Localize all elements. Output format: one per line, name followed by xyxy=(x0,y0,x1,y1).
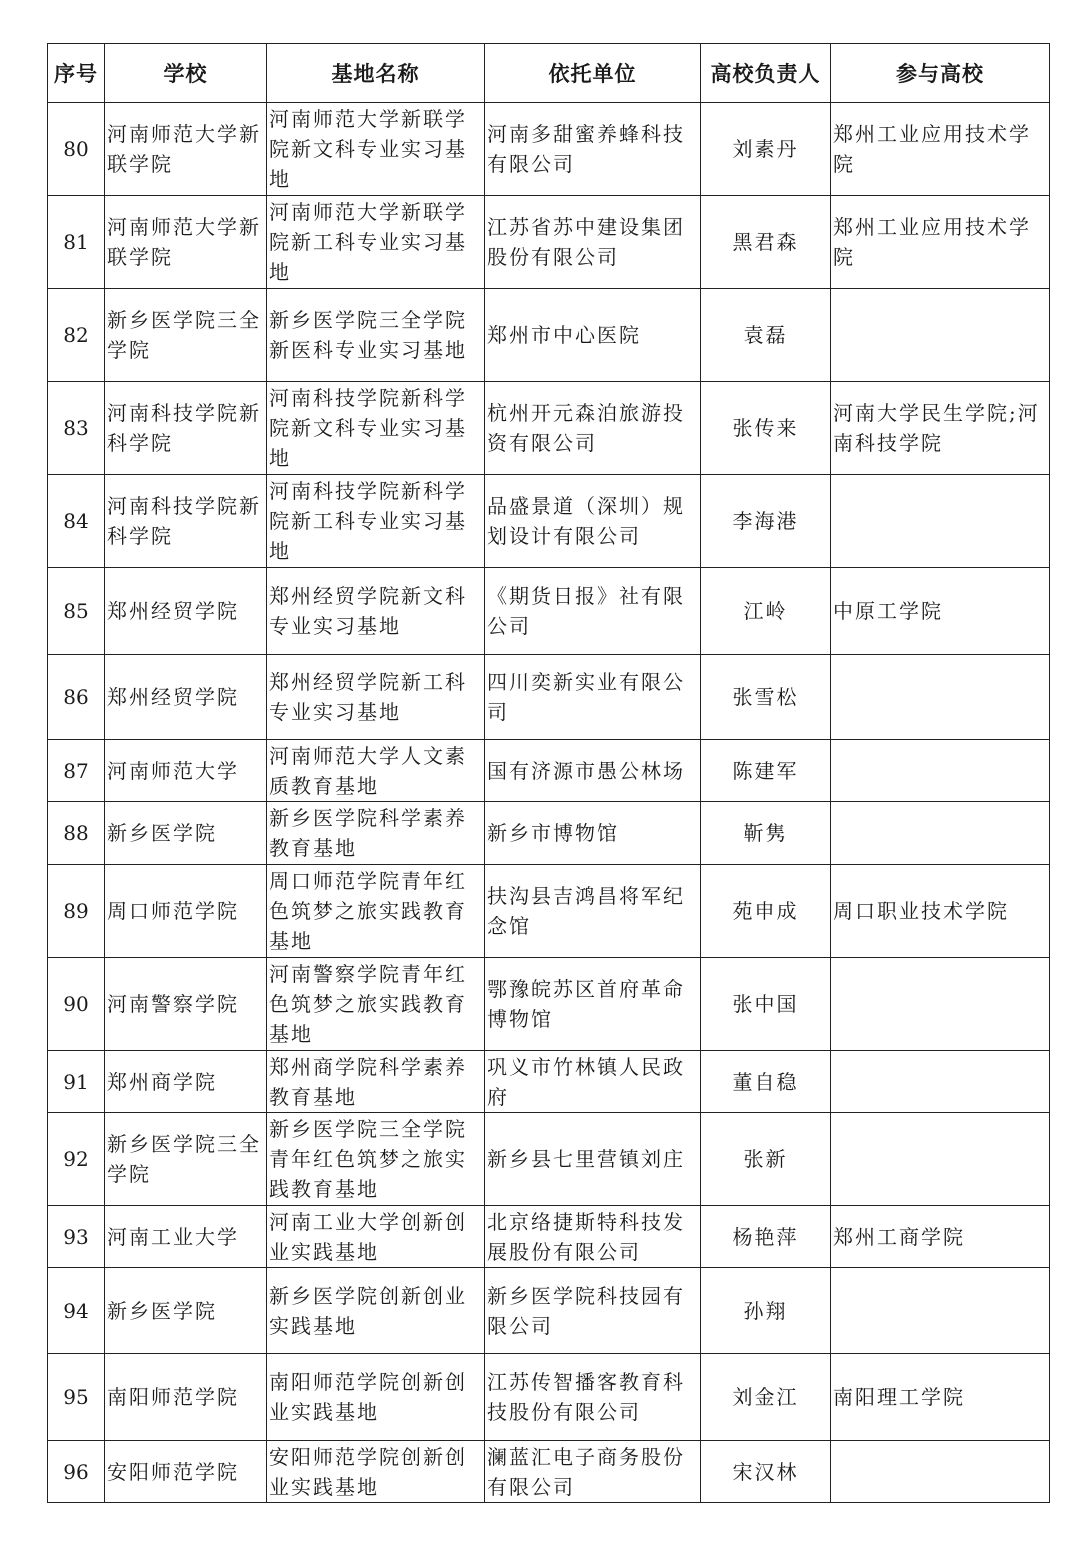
cell-host-unit: 品盛景道（深圳）规划设计有限公司 xyxy=(485,475,701,568)
cell-lead: 张传来 xyxy=(701,382,831,475)
cell-partner: 周口职业技术学院 xyxy=(831,865,1050,958)
cell-host-unit: 河南多甜蜜养蜂科技有限公司 xyxy=(485,103,701,196)
cell-base-name: 新乡医学院创新创业实践基地 xyxy=(267,1268,485,1354)
header-base-name: 基地名称 xyxy=(267,44,485,103)
cell-base-name: 河南师范大学新联学院新文科专业实习基地 xyxy=(267,103,485,196)
cell-partner xyxy=(831,802,1050,865)
cell-school: 安阳师范学院 xyxy=(105,1441,267,1503)
cell-school: 河南工业大学 xyxy=(105,1206,267,1268)
header-lead: 高校负责人 xyxy=(701,44,831,103)
table-row xyxy=(48,289,1050,382)
cell-lead: 张新 xyxy=(701,1113,831,1206)
cell-base-name: 郑州商学院科学素养教育基地 xyxy=(267,1051,485,1113)
cell-lead: 杨艳萍 xyxy=(701,1206,831,1268)
cell-school: 河南科技学院新科学院 xyxy=(105,382,267,475)
table-row xyxy=(48,196,1050,289)
cell-school: 郑州经贸学院 xyxy=(105,568,267,655)
cell-host-unit: 江苏省苏中建设集团股份有限公司 xyxy=(485,196,701,289)
cell-partner xyxy=(831,475,1050,568)
cell-partner: 河南大学民生学院;河南科技学院 xyxy=(831,382,1050,475)
cell-school: 南阳师范学院 xyxy=(105,1354,267,1441)
cell-lead: 靳隽 xyxy=(701,802,831,865)
cell-partner xyxy=(831,958,1050,1051)
table-row xyxy=(48,382,1050,475)
cell-host-unit: 四川奕新实业有限公司 xyxy=(485,655,701,740)
cell-lead: 江岭 xyxy=(701,568,831,655)
cell-lead: 刘金江 xyxy=(701,1354,831,1441)
cell-no: 86 xyxy=(48,655,105,740)
cell-partner xyxy=(831,655,1050,740)
cell-no: 93 xyxy=(48,1206,105,1268)
cell-school: 新乡医学院 xyxy=(105,802,267,865)
cell-school: 新乡医学院三全学院 xyxy=(105,1113,267,1206)
cell-no: 82 xyxy=(48,289,105,382)
cell-host-unit: 郑州市中心医院 xyxy=(485,289,701,382)
cell-host-unit: 江苏传智播客教育科技股份有限公司 xyxy=(485,1354,701,1441)
cell-partner xyxy=(831,1113,1050,1206)
cell-no: 83 xyxy=(48,382,105,475)
cell-lead: 苑申成 xyxy=(701,865,831,958)
cell-base-name: 河南师范大学人文素质教育基地 xyxy=(267,740,485,802)
cell-base-name: 河南科技学院新科学院新工科专业实习基地 xyxy=(267,475,485,568)
base-list-table xyxy=(47,43,1050,1503)
cell-school: 河南师范大学新联学院 xyxy=(105,103,267,196)
cell-no: 88 xyxy=(48,802,105,865)
header-row xyxy=(48,44,1050,103)
cell-base-name: 周口师范学院青年红色筑梦之旅实践教育基地 xyxy=(267,865,485,958)
cell-partner: 郑州工业应用技术学院 xyxy=(831,103,1050,196)
cell-partner: 郑州工商学院 xyxy=(831,1206,1050,1268)
cell-host-unit: 鄂豫皖苏区首府革命博物馆 xyxy=(485,958,701,1051)
table-row xyxy=(48,1441,1050,1503)
table-body xyxy=(48,103,1050,1503)
cell-no: 95 xyxy=(48,1354,105,1441)
cell-host-unit: 巩义市竹林镇人民政府 xyxy=(485,1051,701,1113)
cell-base-name: 郑州经贸学院新工科专业实习基地 xyxy=(267,655,485,740)
cell-host-unit: 杭州开元森泊旅游投资有限公司 xyxy=(485,382,701,475)
cell-partner: 南阳理工学院 xyxy=(831,1354,1050,1441)
table-row xyxy=(48,958,1050,1051)
cell-school: 周口师范学院 xyxy=(105,865,267,958)
cell-school: 郑州商学院 xyxy=(105,1051,267,1113)
cell-base-name: 河南师范大学新联学院新工科专业实习基地 xyxy=(267,196,485,289)
table-row xyxy=(48,1206,1050,1268)
cell-school: 河南师范大学新联学院 xyxy=(105,196,267,289)
cell-partner xyxy=(831,740,1050,802)
cell-school: 郑州经贸学院 xyxy=(105,655,267,740)
cell-host-unit: 扶沟县吉鸿昌将军纪念馆 xyxy=(485,865,701,958)
cell-host-unit: 北京络捷斯特科技发展股份有限公司 xyxy=(485,1206,701,1268)
cell-school: 新乡医学院 xyxy=(105,1268,267,1354)
cell-base-name: 新乡医学院三全学院新医科专业实习基地 xyxy=(267,289,485,382)
cell-school: 河南师范大学 xyxy=(105,740,267,802)
cell-lead: 李海港 xyxy=(701,475,831,568)
cell-host-unit: 澜蓝汇电子商务股份有限公司 xyxy=(485,1441,701,1503)
table-row xyxy=(48,568,1050,655)
table-row xyxy=(48,1268,1050,1354)
cell-no: 94 xyxy=(48,1268,105,1354)
cell-no: 84 xyxy=(48,475,105,568)
cell-no: 91 xyxy=(48,1051,105,1113)
cell-no: 81 xyxy=(48,196,105,289)
cell-no: 96 xyxy=(48,1441,105,1503)
cell-no: 90 xyxy=(48,958,105,1051)
cell-no: 85 xyxy=(48,568,105,655)
cell-lead: 孙翔 xyxy=(701,1268,831,1354)
table-row xyxy=(48,655,1050,740)
header-no: 序号 xyxy=(48,44,105,103)
cell-partner: 郑州工业应用技术学院 xyxy=(831,196,1050,289)
table-row xyxy=(48,475,1050,568)
cell-partner xyxy=(831,1051,1050,1113)
table-row xyxy=(48,865,1050,958)
cell-school: 河南警察学院 xyxy=(105,958,267,1051)
cell-host-unit: 《期货日报》社有限公司 xyxy=(485,568,701,655)
cell-lead: 袁磊 xyxy=(701,289,831,382)
cell-host-unit: 新乡市博物馆 xyxy=(485,802,701,865)
cell-lead: 张中国 xyxy=(701,958,831,1051)
cell-base-name: 河南科技学院新科学院新文科专业实习基地 xyxy=(267,382,485,475)
cell-partner xyxy=(831,1441,1050,1503)
cell-host-unit: 新乡医学院科技园有限公司 xyxy=(485,1268,701,1354)
cell-no: 92 xyxy=(48,1113,105,1206)
table-row xyxy=(48,740,1050,802)
cell-lead: 董自稳 xyxy=(701,1051,831,1113)
cell-base-name: 新乡医学院三全学院青年红色筑梦之旅实践教育基地 xyxy=(267,1113,485,1206)
cell-partner: 中原工学院 xyxy=(831,568,1050,655)
cell-host-unit: 新乡县七里营镇刘庄 xyxy=(485,1113,701,1206)
cell-no: 87 xyxy=(48,740,105,802)
table-row xyxy=(48,103,1050,196)
header-school: 学校 xyxy=(105,44,267,103)
cell-no: 89 xyxy=(48,865,105,958)
cell-base-name: 新乡医学院科学素养教育基地 xyxy=(267,802,485,865)
cell-base-name: 河南工业大学创新创业实践基地 xyxy=(267,1206,485,1268)
header-host-unit: 依托单位 xyxy=(485,44,701,103)
cell-lead: 张雪松 xyxy=(701,655,831,740)
cell-partner xyxy=(831,289,1050,382)
cell-school: 河南科技学院新科学院 xyxy=(105,475,267,568)
table-row xyxy=(48,1113,1050,1206)
header-partner: 参与高校 xyxy=(831,44,1050,103)
cell-base-name: 安阳师范学院创新创业实践基地 xyxy=(267,1441,485,1503)
cell-lead: 黑君森 xyxy=(701,196,831,289)
cell-lead: 刘素丹 xyxy=(701,103,831,196)
cell-base-name: 河南警察学院青年红色筑梦之旅实践教育基地 xyxy=(267,958,485,1051)
table-row xyxy=(48,1051,1050,1113)
cell-lead: 宋汉林 xyxy=(701,1441,831,1503)
cell-school: 新乡医学院三全学院 xyxy=(105,289,267,382)
table-row xyxy=(48,1354,1050,1441)
cell-base-name: 南阳师范学院创新创业实践基地 xyxy=(267,1354,485,1441)
cell-base-name: 郑州经贸学院新文科专业实习基地 xyxy=(267,568,485,655)
cell-host-unit: 国有济源市愚公林场 xyxy=(485,740,701,802)
cell-no: 80 xyxy=(48,103,105,196)
cell-lead: 陈建军 xyxy=(701,740,831,802)
cell-partner xyxy=(831,1268,1050,1354)
table-row xyxy=(48,802,1050,865)
